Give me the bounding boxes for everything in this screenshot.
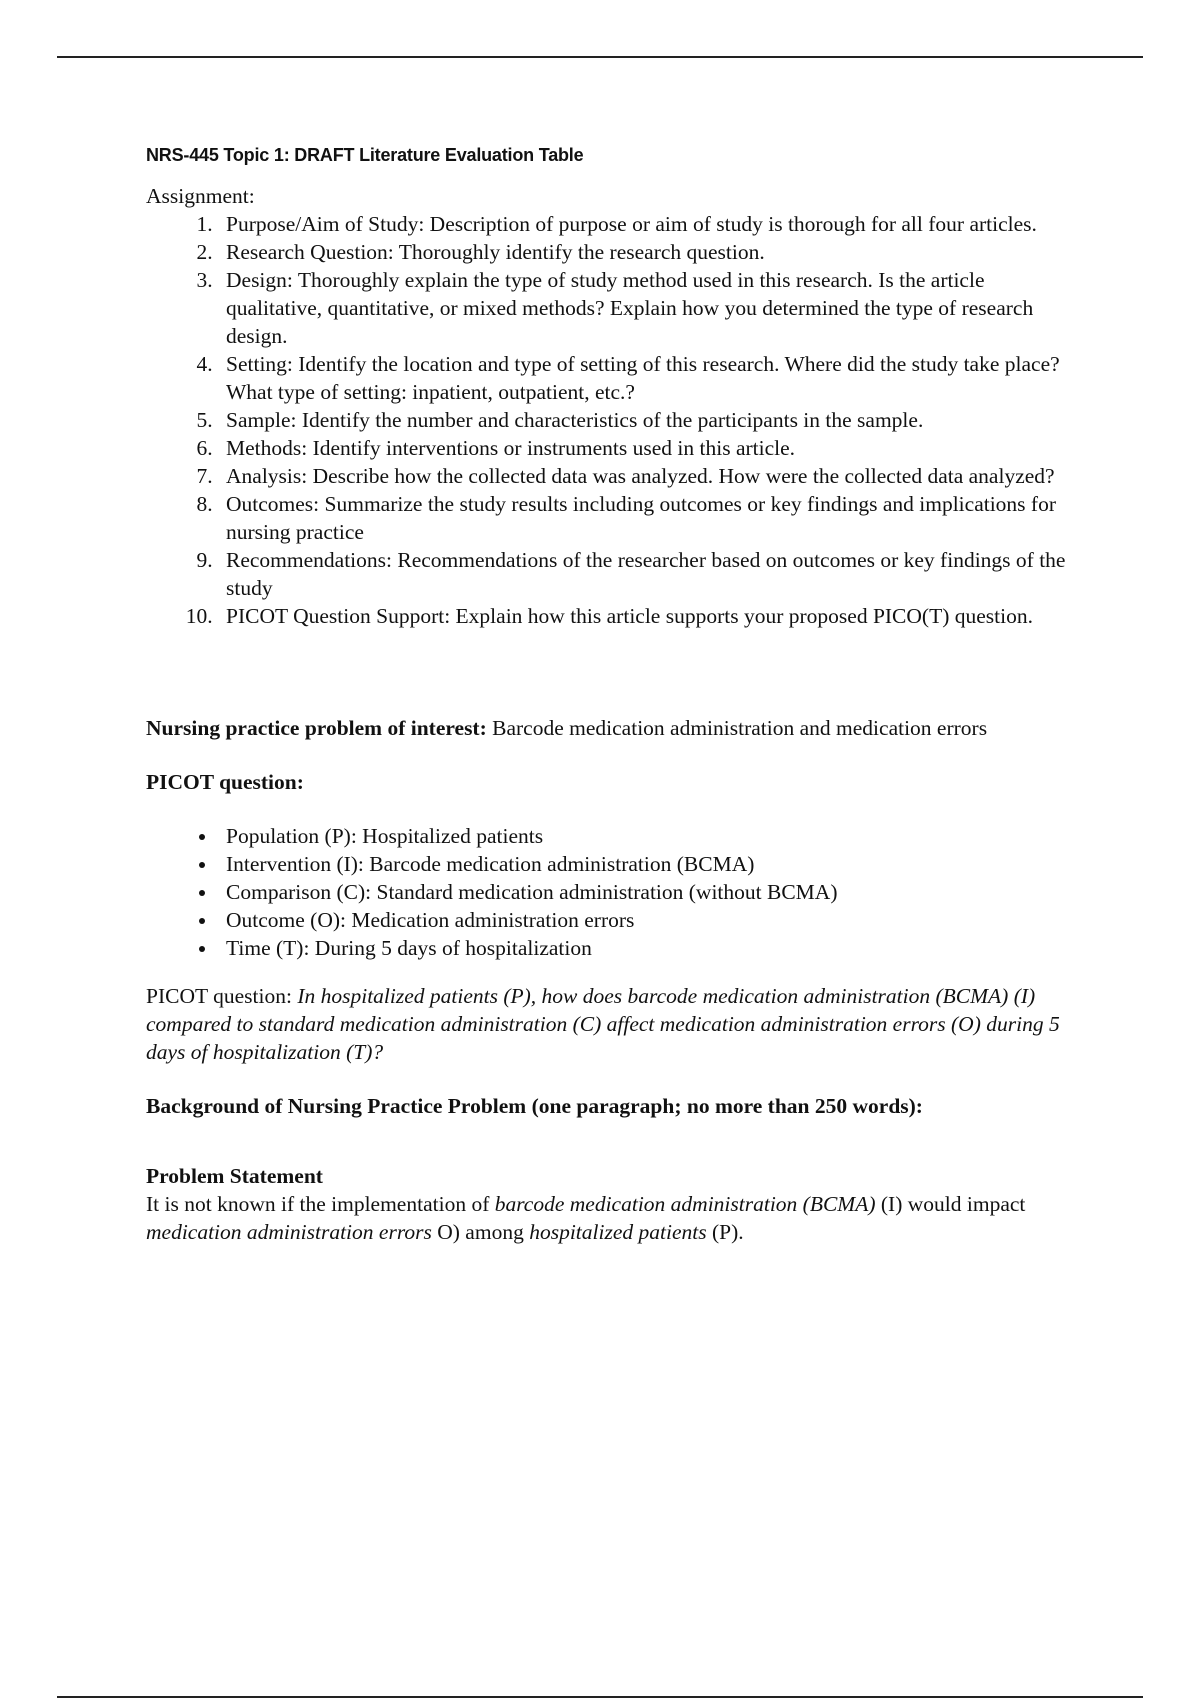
assignment-item: 1. Purpose/Aim of Study: Description of purpose or aim of study is thorough for all four articles. [218,210,1066,238]
assignment-item: 6. Methods: Identify interventions or instruments used in this article. [218,434,1066,462]
document-body [146,145,1066,1246]
picot-bullet: • Time (T): During 5 days of hospitalization [218,934,1066,962]
problem-text: Barcode medication administration and medication errors [486,716,988,740]
document-title: NRS-445 Topic 1: DRAFT Literature Evaluation Table [146,145,584,165]
picot-bullet-list [146,822,1066,962]
top-rule [57,56,1143,58]
assignment-label: Assignment: [146,184,255,208]
bottom-rule [57,1696,1143,1698]
picot-bullet: • Comparison (C): Standard medication administration (without BCMA) [218,878,1066,906]
assignment-item: 9. Recommendations: Recommendations of the researcher based on outcomes or key findings of the study [218,546,1066,602]
problem-statement-heading: Problem Statement [146,1164,323,1188]
picot-bullet: • Outcome (O): Medication administration errors [218,906,1066,934]
assignment-item: 2. Research Question: Thoroughly identify the research question. [218,238,1066,266]
problem-of-interest [146,714,1066,742]
problem-statement-text: It is not known if the implementation of barcode medication administration (BCMA) (I) would impact medication administration errors O) among hospitalized patients (P). [146,1192,1026,1244]
background-heading: Background of Nursing Practice Problem (one paragraph; no more than 250 words): [146,1094,923,1118]
assignment-item: 5. Sample: Identify the number and characteristics of the participants in the sample. [218,406,1066,434]
picot-bullet: • Intervention (I): Barcode medication administration (BCMA) [218,850,1066,878]
assignment-item: 10. PICOT Question Support: Explain how this article supports your proposed PICO(T) question. [218,602,1066,630]
picot-question-text: In hospitalized patients (P), how does barcode medication administration (BCMA) (I) compared to standard medication administration (C) affect medication administration errors (O) during 5 days of hospitalization (T)? [146,984,1060,1064]
assignment-item: 3. Design: Thoroughly explain the type of study method used in this research. Is the article qualitative, quantitative, or mixed methods? Explain how you determined the type of research design. [218,266,1066,350]
picot-question [146,982,1066,1066]
picot-heading: PICOT question: [146,770,304,794]
problem-label: Nursing practice problem of interest: [146,716,487,740]
assignment-item: 7. Analysis: Describe how the collected data was analyzed. How were the collected data analyzed? [218,462,1066,490]
assignment-list [146,210,1066,630]
picot-question-label: PICOT question: [146,984,298,1008]
assignment-item: 8. Outcomes: Summarize the study results including outcomes or key findings and implications for nursing practice [218,490,1066,546]
picot-bullet: • Population (P): Hospitalized patients [218,822,1066,850]
assignment-item: 4. Setting: Identify the location and type of setting of this research. Where did the study take place? What type of setting: inpatient, outpatient, etc.? [218,350,1066,406]
